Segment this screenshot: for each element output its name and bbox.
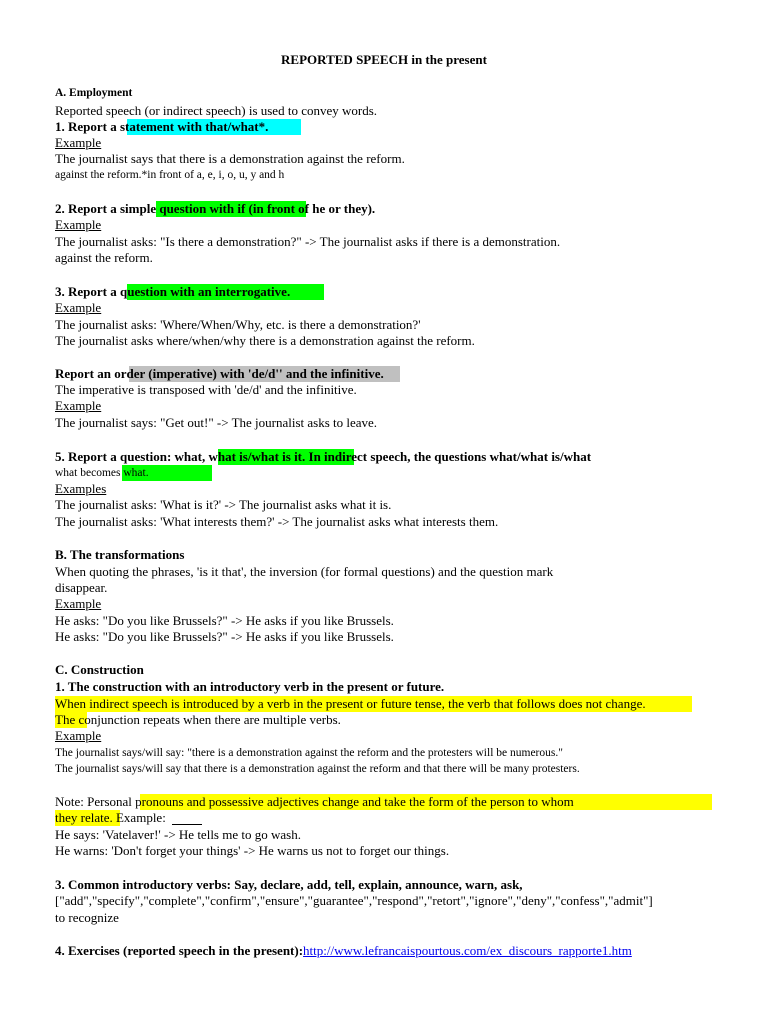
example-text: The journalist asks: 'Where/When/Why, etc. is there a demonstration?': [55, 317, 421, 332]
exercises-link[interactable]: http://www.lefrancaispourtous.com/ex_discours_rapporte1.htm: [303, 943, 632, 958]
note-text: Note: Personal pronouns and possessive adjectives change and take the form of the person to whom: [55, 794, 574, 809]
subsection-c4-heading: 4. Exercises (reported speech in the present):: [55, 943, 304, 958]
body-text: disappear.: [55, 580, 108, 595]
subsection-4-heading: Report an order (imperative) with 'de/d'' and the infinitive.: [55, 366, 384, 381]
intro-text: Reported speech (or indirect speech) is used to convey words.: [55, 103, 378, 118]
body-text: what becomes what.: [55, 467, 149, 479]
footnote-text: against the reform.*in front of a, e, i, o, u, y and h: [55, 169, 285, 181]
subsection-c3-heading: 3. Common introductory verbs: Say, declare, add, tell, explain, announce, warn, ask,: [55, 877, 523, 892]
example-label: Example: [55, 398, 102, 413]
example-text: The journalist asks: "Is there a demonstration?" -> The journalist asks if there is a demonstration.: [55, 234, 561, 249]
example-label: Example: [55, 728, 102, 743]
example-label: Example: [55, 217, 102, 232]
body-text: The imperative is transposed with 'de/d' and the infinitive.: [55, 382, 357, 397]
example-label: Example: [55, 300, 102, 315]
examples-label: Examples: [55, 481, 107, 496]
subsection-2-heading: 2. Report a simple question with if (in front of he or they).: [55, 201, 376, 216]
subsection-3-heading: 3. Report a question with an interrogative.: [55, 284, 291, 299]
example-label: Example: [55, 596, 102, 611]
body-text: When indirect speech is introduced by a verb in the present or future tense, the verb that follows does not change.: [55, 696, 646, 711]
example-text: The journalist says: "Get out!" -> The journalist asks to leave.: [55, 415, 378, 430]
note-text: they relate. Example:: [55, 810, 166, 825]
section-c-heading: C. Construction: [55, 662, 144, 677]
example-text: The journalist asks where/when/why there is a demonstration against the reform.: [55, 333, 475, 348]
body-text: When quoting the phrases, 'is it that', the inversion (for formal questions) and the question mark: [55, 564, 554, 579]
example-text: The journalist asks: 'What interests them?' -> The journalist asks what interests them.: [55, 514, 499, 529]
subsection-5-heading: 5. Report a question: what, what is/what is it. In indirect speech, the questions what/what is/what: [55, 449, 592, 464]
subsection-1-heading: 1. Report a statement with that/what*.: [55, 119, 269, 134]
example-label: Example: [55, 135, 102, 150]
example-text: The journalist says that there is a demonstration against the reform.: [55, 151, 405, 166]
example-text: He says: 'Vatelaver!' -> He tells me to go wash.: [55, 827, 301, 842]
example-text: The journalist says/will say that there is a demonstration against the reform and that there will be many protesters.: [55, 763, 580, 775]
body-text: The conjunction repeats when there are multiple verbs.: [55, 712, 341, 727]
example-text: The journalist says/will say: "there is a demonstration against the reform and the protesters will be numerous.": [55, 747, 563, 759]
example-text: The journalist asks: 'What is it?' -> The journalist asks what it is.: [55, 497, 392, 512]
underline-rule: [172, 824, 202, 825]
section-a-heading: A. Employment: [55, 87, 133, 99]
section-b-heading: B. The transformations: [55, 547, 185, 562]
verb-list: ["add","specify","complete","confirm","ensure","guarantee","respond","retort","ignore","deny","confess","admit"]: [55, 893, 653, 908]
body-text: to recognize: [55, 910, 119, 925]
example-text: He asks: "Do you like Brussels?" -> He asks if you like Brussels.: [55, 613, 394, 628]
subsection-c1-heading: 1. The construction with an introductory verb in the present or future.: [55, 679, 445, 694]
example-text: against the reform.: [55, 250, 153, 265]
example-text: He asks: "Do you like Brussels?" -> He asks if you like Brussels.: [55, 629, 394, 644]
example-text: He warns: 'Don't forget your things' -> He warns us not to forget our things.: [55, 843, 450, 858]
exercises-line: [55, 943, 632, 959]
page-title: REPORTED SPEECH in the present: [281, 52, 487, 67]
